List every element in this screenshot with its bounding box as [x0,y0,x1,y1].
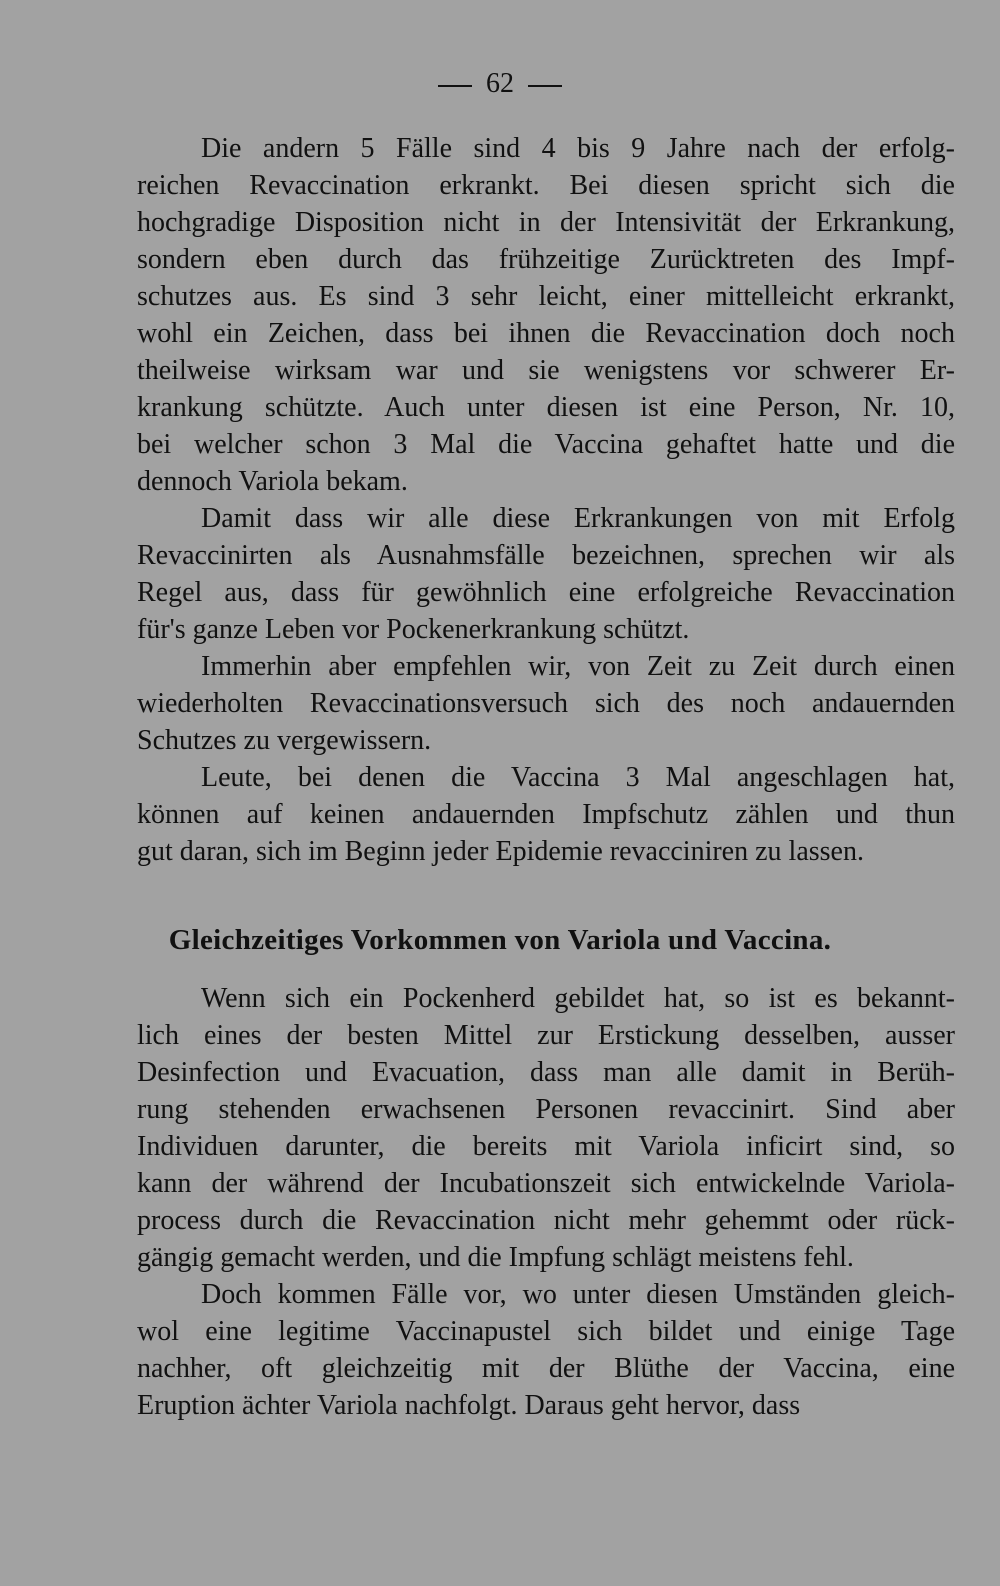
text-line: können auf keinen andauernden Impfschutz zählen und thun [137,799,955,830]
text-line: wiederholten Revaccinationsversuch sich des noch andauernden [137,688,955,719]
text-line: hochgradige Disposition nicht in der Intensivität der Erkrankung, [137,207,955,238]
text-line: process durch die Revaccination nicht mehr gehemmt oder rück- [137,1205,955,1236]
text-line: Regel aus, dass für gewöhnlich eine erfolgreiche Revaccination [137,577,955,608]
text-line: kann der während der Incubationszeit sich entwickelnde Variola- [137,1168,955,1199]
text-line: Eruption ächter Variola nachfolgt. Daraus geht hervor, dass [137,1390,801,1421]
text-line: Revaccinirten als Ausnahmsfälle bezeichnen, sprechen wir als [137,540,955,571]
header-dash-left [438,85,472,87]
text-line: theilweise wirksam war und sie wenigstens vor schwerer Er- [137,355,955,386]
text-line: Desinfection und Evacuation, dass man alle damit in Berüh- [137,1057,955,1088]
text-block-2 [137,980,955,1424]
header-dash-right [528,85,562,87]
section-heading: Gleichzeitiges Vorkommen von Variola und Vaccina. [168,924,832,956]
text-line: Schutzes zu vergewissern. [137,725,432,756]
text-line: nachher, oft gleichzeitig mit der Blüthe der Vaccina, eine [137,1353,955,1384]
text-line: schutzes aus. Es sind 3 sehr leicht, einer mittelleicht erkrankt, [137,281,955,312]
page-header [0,66,1000,102]
text-line: Leute, bei denen die Vaccina 3 Mal angeschlagen hat, [201,762,955,793]
text-line: Die andern 5 Fälle sind 4 bis 9 Jahre nach der erfolg- [201,133,955,164]
page-number: 62 [486,68,514,99]
text-line: für's ganze Leben vor Pockenerkrankung schützt. [137,614,690,645]
text-line: rung stehenden erwachsenen Personen revaccinirt. Sind aber [137,1094,955,1125]
text-line: bei welcher schon 3 Mal die Vaccina gehaftet hatte und die [137,429,955,460]
text-block-1 [137,130,955,870]
text-line: Damit dass wir alle diese Erkrankungen von mit Erfolg [201,503,955,534]
text-line: wohl ein Zeichen, dass bei ihnen die Revaccination doch noch [137,318,955,349]
text-line: wol eine legitime Vaccinapustel sich bildet und einige Tage [137,1316,955,1347]
text-line: Doch kommen Fälle vor, wo unter diesen Umständen gleich- [201,1279,955,1310]
text-line: Immerhin aber empfehlen wir, von Zeit zu Zeit durch einen [201,651,955,682]
text-line: dennoch Variola bekam. [137,466,408,497]
text-line: lich eines der besten Mittel zur Erstickung desselben, ausser [137,1020,955,1051]
text-line: gut daran, sich im Beginn jeder Epidemie revacciniren zu lassen. [137,836,864,867]
text-line: sondern eben durch das frühzeitige Zurücktreten des Impf- [137,244,955,275]
text-line: reichen Revaccination erkrankt. Bei diesen spricht sich die [137,170,955,201]
text-line: Wenn sich ein Pockenherd gebildet hat, so ist es bekannt- [201,983,955,1014]
text-line: Individuen darunter, die bereits mit Variola inficirt sind, so [137,1131,955,1162]
text-line: krankung schützte. Auch unter diesen ist eine Person, Nr. 10, [137,392,955,423]
text-line: gängig gemacht werden, und die Impfung schlägt meistens fehl. [137,1242,854,1273]
